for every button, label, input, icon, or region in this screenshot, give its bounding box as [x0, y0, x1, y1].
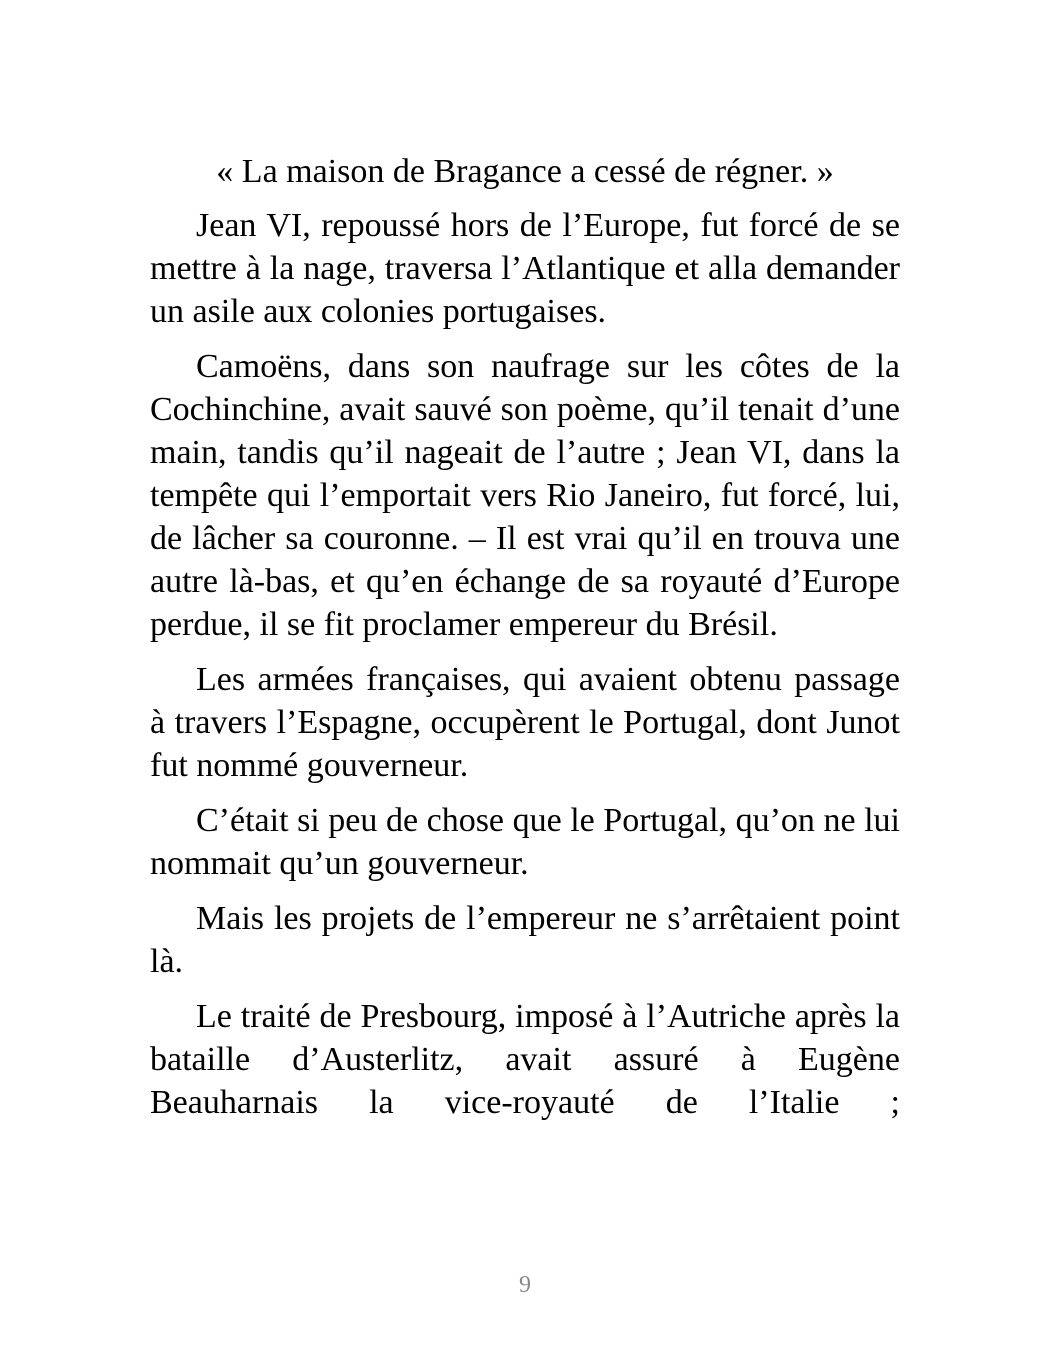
- paragraph: Jean VI, repoussé hors de l’Europe, fut forcé de se mettre à la nage, traversa l’Atlantique et alla demander un asile aux colonies portugaises.: [150, 207, 900, 330]
- page-number: 9: [519, 1272, 531, 1298]
- paragraph: Camoëns, dans son naufrage sur les côtes de la Cochinchine, avait sauvé son poème, qu’il tenait d’une main, tandis qu’il nageait de l’autre ; Jean VI, dans la tempête qui l’emportait vers Rio Janeiro, fut forcé, lui, de lâcher sa couronne. – Il est vrai qu’il en trouva une autre là-bas, et qu’en échange de sa royauté d’Europe perdue, il se fit proclamer empereur du Brésil.: [150, 348, 900, 643]
- quote-line: « La maison de Bragance a cessé de régner. »: [216, 153, 834, 190]
- paragraph: Les armées françaises, qui avaient obtenu passage à travers l’Espagne, occupèrent le Portugal, dont Junot fut nommé gouverneur.: [150, 661, 900, 784]
- page-body: [150, 150, 900, 1136]
- paragraph: Mais les projets de l’empereur ne s’arrêtaient point là.: [150, 900, 900, 980]
- paragraph: C’était si peu de chose que le Portugal, qu’on ne lui nommait qu’un gouverneur.: [150, 802, 900, 882]
- paragraph: Le traité de Presbourg, imposé à l’Autriche après la bataille d’Austerlitz, avait assuré à Eugène Beauharnais la vice-royauté de l’Italie ;: [150, 998, 900, 1121]
